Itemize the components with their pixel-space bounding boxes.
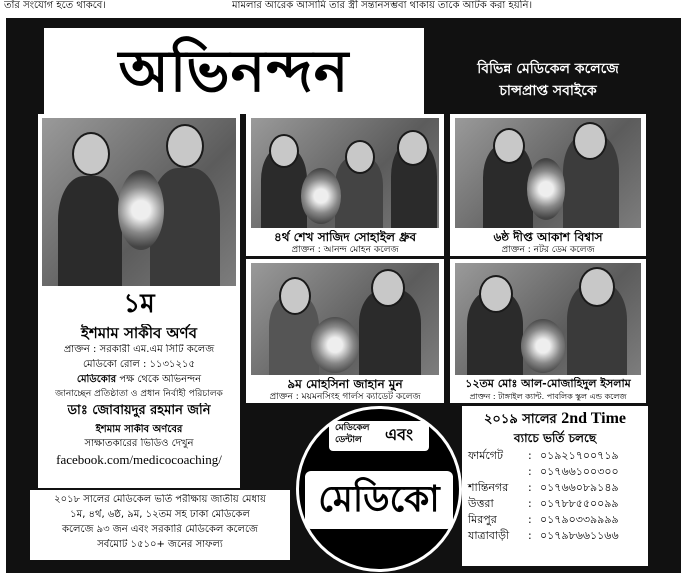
- branch-separator: :: [528, 465, 532, 478]
- branch-place: ফার্মগেট: [468, 449, 503, 462]
- student-name-12th: ১২তম মোঃ আল-মোজাহিদুল ইসলাম: [465, 377, 631, 390]
- branch-separator: :: [528, 497, 532, 510]
- student-school-6th: প্রাক্তন : নটর ডেম কলেজ: [501, 245, 595, 255]
- success-line-3: কলেজে ৯৩ জন এবং সরকারি মেডিকেল কলেজে: [62, 524, 258, 535]
- top-news-fragment-right: মামলার আরেক আসামি তার স্ত্রী সন্তানসম্ভবা থাকায় তাকে আটক করা হয়নি।: [232, 0, 533, 11]
- success-line-4: সর্বমোট ১৫১০+ জনের সাফল্য: [97, 539, 223, 550]
- student-card-6th: [450, 114, 646, 256]
- branch-separator: :: [528, 481, 532, 494]
- branch-row: [468, 528, 644, 544]
- greeting-line-1: [38, 374, 240, 386]
- logo-brand-text: মেডিকো: [305, 471, 453, 529]
- success-line-1: ২০১৮ সালের মেডিকেল ভর্তি পরীক্ষায় জাতীয় মেধায়: [54, 494, 266, 505]
- admission-title: [462, 410, 648, 429]
- student-photo-6th: [453, 116, 643, 230]
- student-card-4th: [246, 114, 444, 256]
- headline-subtitle-1: বিভিন্ন মেডিকেল কলেজে: [477, 61, 619, 77]
- branch-row: [468, 464, 644, 480]
- top-news-fragment-left: তাঁর সংযোগ হতে থাকবে।: [4, 0, 106, 11]
- headline-subtitle-2: চান্সপ্রাপ্ত সবাইকে: [499, 83, 597, 99]
- branch-phone[interactable]: ০১৭৮৮৫৫০০৯৯: [540, 497, 619, 510]
- greeting-brand: মেডিকোর: [76, 374, 117, 385]
- first-place-roll: মেডিকো রোল : ১১৩১২১৫: [82, 359, 195, 370]
- branch-phone[interactable]: ০১৭৯৮৬৬১১৬৬: [540, 529, 619, 542]
- headline-title: অভিনন্দন: [44, 28, 424, 114]
- student-card-9th: [246, 259, 444, 403]
- student-photo-9th: [249, 261, 441, 377]
- branch-list: [468, 448, 644, 544]
- student-school-4th: প্রাক্তন : আনন্দ মোহন কলেজ: [291, 245, 399, 255]
- branch-row: [468, 496, 644, 512]
- student-name-9th: ৯ম মোহসিনা জাহান মুন: [287, 377, 403, 391]
- student-school-12th: প্রাক্তন : টাঙ্গাইল ক্যান্ট. পাবলিক স্কুল এন্ড কলেজ: [469, 392, 627, 401]
- logo-top-banner: [329, 421, 429, 451]
- student-card-12th: [450, 259, 646, 403]
- video-line-1: ইশমাম সাকীব অর্ণবের: [95, 424, 183, 435]
- medico-logo: [296, 406, 462, 572]
- branch-row: [468, 512, 644, 528]
- first-place-panel: [38, 114, 240, 488]
- student-photo-12th: [453, 261, 643, 377]
- branch-separator: :: [528, 449, 532, 462]
- student-name-6th: ৬ষ্ঠ দীপ্ত আকাশ বিশ্বাস: [493, 230, 603, 244]
- student-school-9th: প্রাক্তন : ময়মনসিংহ গার্লস ক্যাডেট কলেজ: [269, 392, 421, 402]
- branch-phone[interactable]: ০১৭৬৬০৮৯১৪৯: [540, 481, 619, 494]
- first-place-photo: [40, 116, 238, 288]
- logo-text-medical: মেডিকেল: [335, 423, 370, 433]
- admission-panel: [462, 406, 648, 566]
- admission-title-bn: ২০১৯ সালের: [483, 412, 557, 427]
- branch-separator: :: [528, 529, 532, 542]
- branch-phone[interactable]: ০১৯২১৭০০৭১৯: [540, 449, 619, 462]
- greeting-line-2: জানাচ্ছেন প্রতিষ্ঠাতা ও প্রধান নির্বাহী পরিচালক: [55, 389, 223, 399]
- success-panel: [30, 490, 290, 560]
- logo-text-dental: ডেন্টাল: [335, 435, 362, 445]
- branch-place: যাত্রাবাড়ী: [468, 529, 510, 542]
- admission-title-en: 2nd Time: [561, 410, 627, 427]
- first-place-rank: ১ম: [123, 289, 155, 319]
- facebook-link[interactable]: facebook.com/medicocoaching/: [56, 452, 222, 467]
- branch-separator: :: [528, 513, 532, 526]
- branch-place: মিরপুর: [468, 513, 497, 526]
- success-line-2: ১ম, ৪র্থ, ৬ষ্ঠ, ৯ম, ১২তম সহ ঢাকা মেডিকেল: [70, 509, 250, 520]
- branch-row: [468, 448, 644, 464]
- video-line-2: সাক্ষাতকারের ভিডিও দেখুন: [84, 438, 194, 449]
- branch-row: [468, 480, 644, 496]
- branch-place: উত্তরা: [468, 497, 494, 510]
- first-place-name: ইশমাম সাকীব অর্ণব: [81, 324, 197, 342]
- greeting-rest: পক্ষ থেকে অভিনন্দন: [116, 374, 202, 385]
- student-name-4th: ৪র্থ শেখ সাজিদ সোহাইল ধ্রুব: [273, 230, 417, 244]
- admission-subtitle: ব্যাচে ভর্তি চলছে: [513, 431, 597, 445]
- branch-phone[interactable]: ০১৭৬৬১০০৩০০: [540, 465, 619, 478]
- student-photo-4th: [249, 116, 441, 230]
- logo-text-and: এবং: [385, 425, 413, 444]
- first-place-school: প্রাক্তন : সরকারী এম.এম সিটি কলেজ: [63, 344, 215, 355]
- branch-place: শান্তিনগর: [468, 481, 509, 494]
- branch-phone[interactable]: ০১৭৯০৩৩৯৯৯৯: [540, 513, 619, 526]
- director-name: ডাঃ জোবায়দুর রহমান জনি: [67, 403, 211, 418]
